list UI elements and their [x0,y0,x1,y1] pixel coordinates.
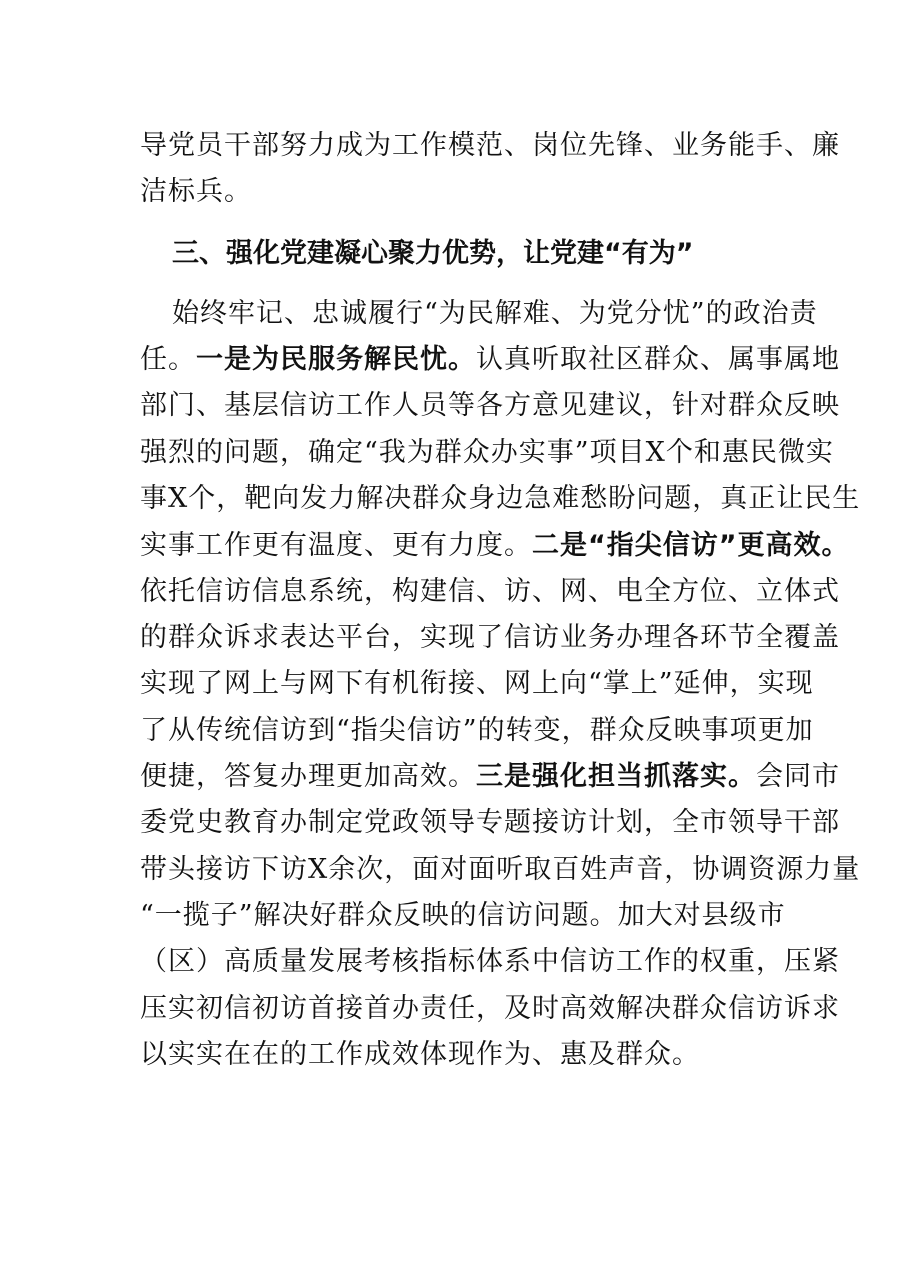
text-run: 便捷，答复办理更加高效。 [140,761,476,792]
body-line-11: 实现了网上与网下有机衔接、网上向“掌上”延伸，实现 [140,668,814,699]
bold-phrase-1: 一是为民服务解民忧。 [196,344,476,375]
body-line-7: 事X个，靶向发力解决群众身边急难愁盼问题，真正让民生 [140,483,861,514]
body-line-4 [140,340,840,380]
text-run: 认真听取社区群众、属事属地 [476,344,840,375]
body-line-19: 以实实在在的工作成效体现作为、惠及群众。 [140,1039,700,1070]
body-line-10: 的群众诉求表达平台，实现了信访业务办理各环节全覆盖 [140,622,840,653]
body-line-17: （区）高质量发展考核指标体系中信访工作的权重，压紧 [140,946,840,977]
body-line-3: 始终牢记、忠诚履行“为民解难、为党分忧”的政治责 [172,298,818,329]
body-line-18: 压实初信初访首接首办责任，及时高效解决群众信访诉求 [140,993,840,1024]
body-line-15: 带头接访下访X余次，面对面听取百姓声音，协调资源力量 [140,854,861,885]
body-line-12: 了从传统信访到“指尖信访”的转变，群众反映事项更加 [140,715,814,746]
bold-phrase-2: 二是“指尖信访”更高效。 [532,530,850,561]
text-run: 实事工作更有温度、更有力度。 [140,530,532,561]
body-line-1: 导党员干部努力成为工作模范、岗位先锋、业务能手、廉 [140,130,840,161]
body-line-6: 强烈的问题，确定“我为群众办实事”项目X个和惠民微实 [140,437,834,468]
text-run: 任。 [140,344,196,375]
body-line-9: 依托信访信息系统，构建信、访、网、电全方位、立体式 [140,576,840,607]
section-heading: 三、强化党建凝心聚力优势，让党建“有为” [172,238,694,269]
body-line-5: 部门、基层信访工作人员等各方意见建议，针对群众反映 [140,390,840,421]
text-run: 会同市 [756,761,840,792]
body-line-13 [140,757,840,797]
body-line-2: 洁标兵。 [140,176,252,207]
body-line-8 [140,526,850,566]
bold-phrase-3: 三是强化担当抓落实。 [476,761,756,792]
body-line-14: 委党史教育办制定党政领导专题接访计划，全市领导干部 [140,807,840,838]
body-line-16: “一揽子”解决好群众反映的信访问题。加大对县级市 [140,900,786,931]
